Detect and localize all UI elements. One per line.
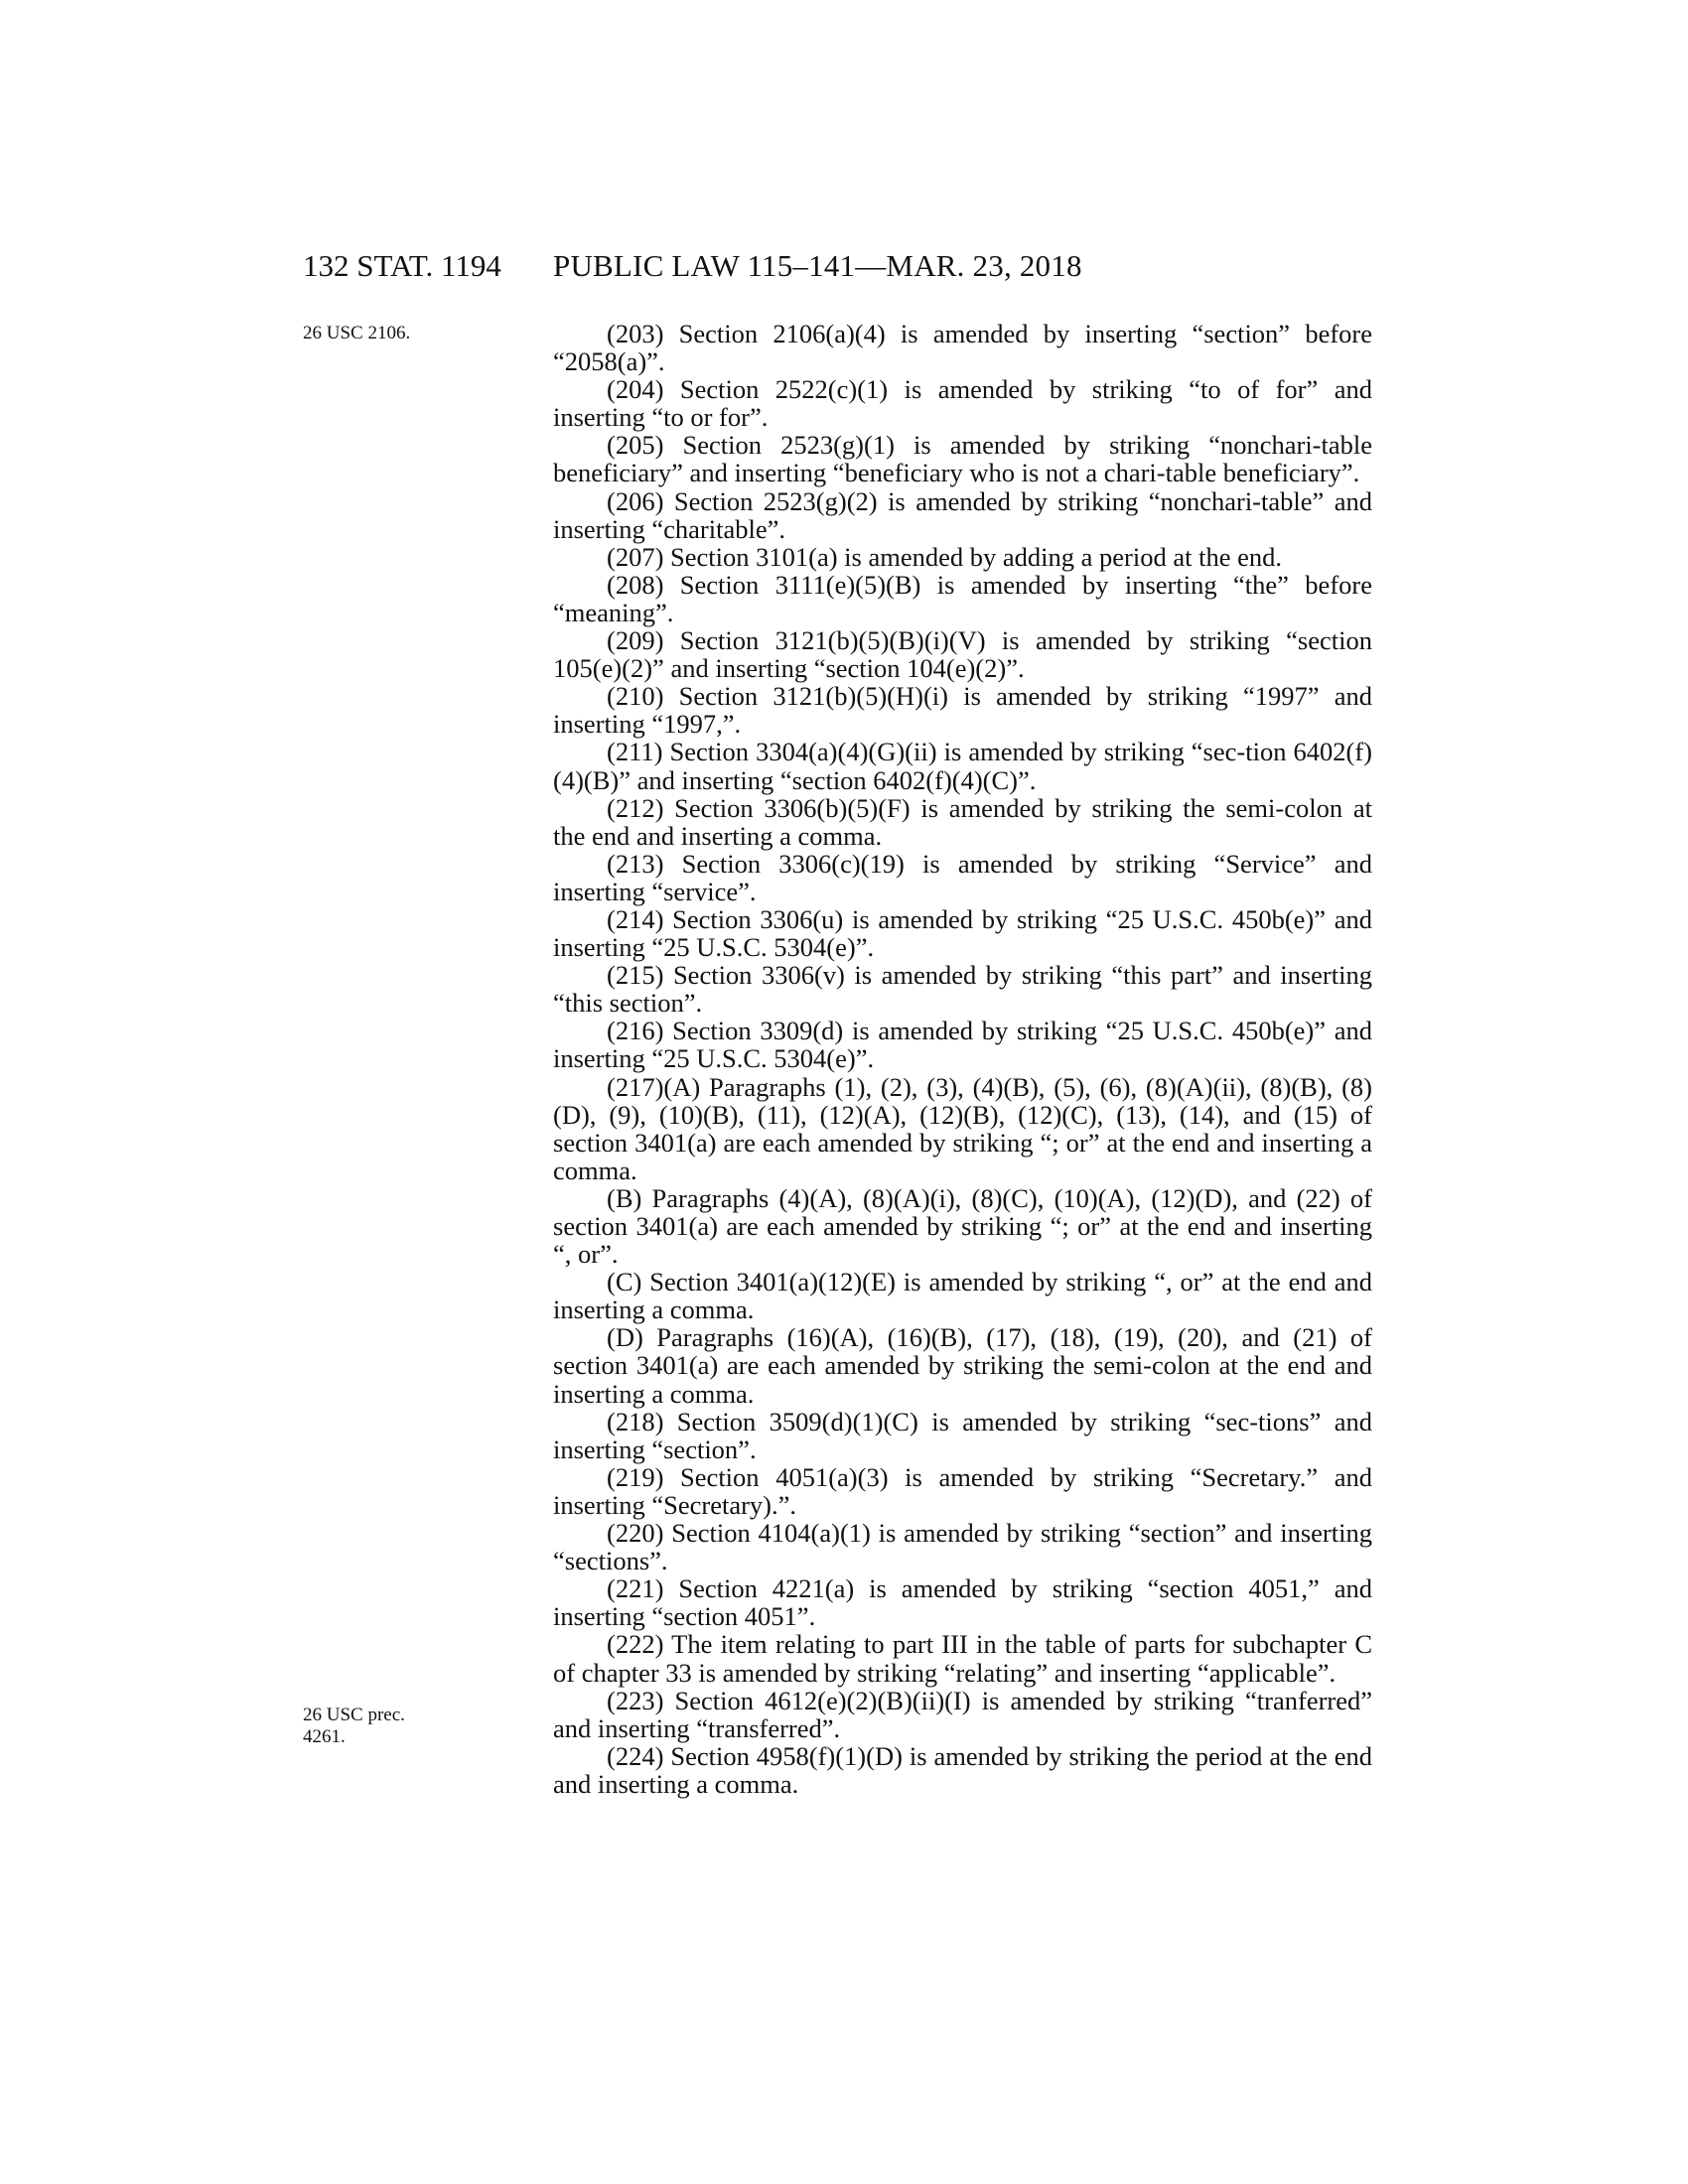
margin-note-usc-prec-4261: 26 USC prec. 4261. <box>303 1705 405 1747</box>
amendment-213: (213) Section 3306(c)(19) is amended by striking “Service” and inserting “service”. <box>553 848 1372 906</box>
amendment-219: (219) Section 4051(a)(3) is amended by striking “Secretary.” and inserting “Secretary).”. <box>553 1461 1372 1520</box>
amendment-list <box>553 320 1372 1798</box>
amendment-211: (211) Section 3304(a)(4)(G)(ii) is amended by striking “sec-tion 6402(f)(4)(B)” and inserting “section 6402(f)(4)(C)”. <box>553 737 1372 795</box>
amendment-217-a: (217)(A) Paragraphs (1), (2), (3), (4)(B), (5), (6), (8)(A)(ii), (8)(B), (8)(D), (9), (10)(B), (11), (12)(A), (12)(B), (12)(C), (13), (14), and (15) of section 3401(a) are each amended by striking “; or” at the end and inserting a comma. <box>553 1071 1372 1185</box>
amendment-217-d: (D) Paragraphs (16)(A), (16)(B), (17), (18), (19), (20), and (21) of section 3401(a) are each amended by striking the semi-colon at the end and inserting a comma. <box>553 1322 1372 1409</box>
amendment-210: (210) Section 3121(b)(5)(H)(i) is amended by striking “1997” and inserting “1997,”. <box>553 681 1372 740</box>
amendment-215: (215) Section 3306(v) is amended by striking “this part” and inserting “this section”. <box>553 960 1372 1019</box>
amendment-209: (209) Section 3121(b)(5)(B)(i)(V) is amended by striking “section 105(e)(2)” and inserting “section 104(e)(2)”. <box>553 625 1372 684</box>
page-header <box>0 248 1688 288</box>
amendment-223: (223) Section 4612(e)(2)(B)(ii)(I) is amended by striking “tranferred” and inserting “transferred”. <box>553 1685 1372 1743</box>
amendment-204: (204) Section 2522(c)(1) is amended by striking “to of for” and inserting “to or for”. <box>553 374 1372 433</box>
amendment-216: (216) Section 3309(d) is amended by striking “25 U.S.C. 450b(e)” and inserting “25 U.S.C. 5304(e)”. <box>553 1016 1372 1074</box>
law-title: PUBLIC LAW 115–141—MAR. 23, 2018 <box>553 248 1082 283</box>
amendment-207: (207) Section 3101(a) is amended by adding a period at the end. <box>607 541 1282 572</box>
amendment-217-b: (B) Paragraphs (4)(A), (8)(A)(i), (8)(C), (10)(A), (12)(D), and (22) of section 3401(a) are each amended by striking “; or” at the end and inserting “, or”. <box>553 1182 1372 1270</box>
amendment-205: (205) Section 2523(g)(1) is amended by striking “nonchari-table beneficiary” and inserting “beneficiary who is not a chari-table beneficiary”. <box>553 430 1372 488</box>
amendment-224: (224) Section 4958(f)(1)(D) is amended by striking the period at the end and inserting a comma. <box>553 1740 1372 1799</box>
stat-page-number: 132 STAT. 1194 <box>303 248 501 283</box>
amendment-203: (203) Section 2106(a)(4) is amended by inserting “section” before “2058(a)”. <box>553 319 1372 377</box>
amendment-217-c: (C) Section 3401(a)(12)(E) is amended by striking “, or” at the end and inserting a comma. <box>553 1267 1372 1325</box>
amendment-218: (218) Section 3509(d)(1)(C) is amended by striking “sec-tions” and inserting “section”. <box>553 1406 1372 1464</box>
margin-note-usc-2106: 26 USC 2106. <box>303 323 411 343</box>
amendment-221: (221) Section 4221(a) is amended by striking “section 4051,” and inserting “section 4051”. <box>553 1573 1372 1632</box>
amendment-212: (212) Section 3306(b)(5)(F) is amended by striking the semi-colon at the end and inserting a comma. <box>553 792 1372 851</box>
amendment-206: (206) Section 2523(g)(2) is amended by striking “nonchari-table” and inserting “charitable”. <box>553 485 1372 544</box>
amendment-214: (214) Section 3306(u) is amended by striking “25 U.S.C. 450b(e)” and inserting “25 U.S.C. 5304(e)”. <box>553 903 1372 963</box>
amendment-222: (222) The item relating to part III in the table of parts for subchapter C of chapter 33 is amended by striking “relating” and inserting “applicable”. <box>553 1629 1372 1688</box>
amendment-208: (208) Section 3111(e)(5)(B) is amended by inserting “the” before “meaning”. <box>553 569 1372 627</box>
amendment-220: (220) Section 4104(a)(1) is amended by striking “section” and inserting “sections”. <box>553 1518 1372 1576</box>
